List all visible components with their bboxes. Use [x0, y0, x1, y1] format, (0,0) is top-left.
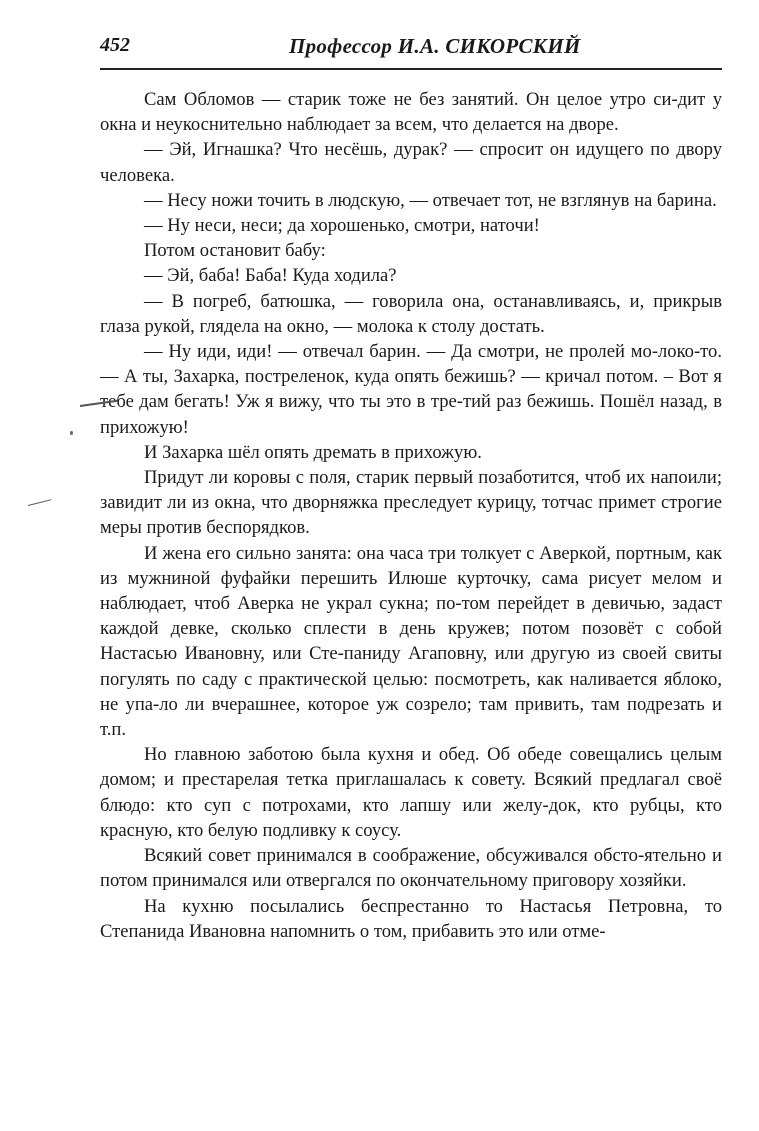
page-number: 452: [100, 34, 130, 56]
body-text: [100, 87, 722, 944]
paragraph: И Захарка шёл опять дремать в прихожую.: [144, 441, 482, 463]
paragraph: — Эй, баба! Баба! Куда ходила?: [144, 265, 397, 287]
paragraph: На кухню посылались беспрестанно то Настасья Петровна, то Степанида Ивановна напомнить о том, прибавить это или отме-: [100, 895, 722, 942]
paragraph: — Несу ножи точить в людскую, — отвечает тот, не взглянув на барина.: [144, 189, 717, 211]
scan-speck: [70, 431, 73, 435]
paragraph: — Ну иди, иди! — отвечал барин. — Да смотри, не пролей мо-локо-то. — А ты, Захарка, постреленок, куда опять бежишь? — кричал потом. – Вот я тебе дам бегать! Уж я вижу, что ты это в тре-тий раз бежишь. Пошёл назад, в прихожую!: [100, 341, 722, 438]
paragraph: Всякий совет принимался в соображение, обсуживался обсто-ятельно и потом принимался или отвергался по окончательному приговору хозяйки.: [100, 845, 722, 892]
paragraph: — Эй, Игнашка? Что несёшь, дурак? — спросит он идущего по двору человека.: [100, 139, 722, 186]
header-title: Профессор И.А. СИКОРСКИЙ: [289, 34, 581, 58]
running-head: [100, 34, 722, 64]
header-rule: [100, 68, 722, 70]
paragraph: И жена его сильно занята: она часа три толкует с Аверкой, портным, как из мужниной фуфайки перешить Илюше курточку, сама рисует мелом и наблюдает, чтоб Аверка не украл сукна; по-том перейдет в девичью, задаст каждой девке, сколько сплести в день кружев; потом позовёт с собой Настасью Ивановну, или Сте-паниду Агаповну, или другую из своей свиты погулять по саду с практической целью: посмотреть, как наливается яблоко, не упа-ло ли вчерашнее, которое уж созрело; там привить, там подрезать и т.п.: [100, 542, 722, 741]
paragraph: Придут ли коровы с поля, старик первый позаботится, чтоб их напоили; завидит ли из окна, что дворняжка преследует курицу, тотчас примет строгие меры против беспорядков.: [100, 467, 722, 539]
paragraph: — В погреб, батюшка, — говорила она, останавливаясь, и, прикрыв глаза рукой, глядела на окно, — молока к столу достать.: [100, 290, 722, 337]
paragraph: — Ну неси, неси; да хорошенько, смотри, наточи!: [144, 215, 540, 237]
scan-mark: [28, 499, 52, 506]
paragraph: Но главною заботою была кухня и обед. Об обеде совещались целым домом; и престарелая тетка приглашалась к совету. Всякий предлагал своё блюдо: кто суп с потрохами, кто лапшу или желу-док, кто рубцы, кто красную, кто белую подливку к соусу.: [100, 744, 722, 841]
paragraph: Сам Обломов — старик тоже не без занятий. Он целое утро си-дит у окна и неукоснительно наблюдает за всем, что делается на дворе.: [100, 89, 722, 136]
paragraph: Потом остановит бабу:: [144, 240, 326, 262]
